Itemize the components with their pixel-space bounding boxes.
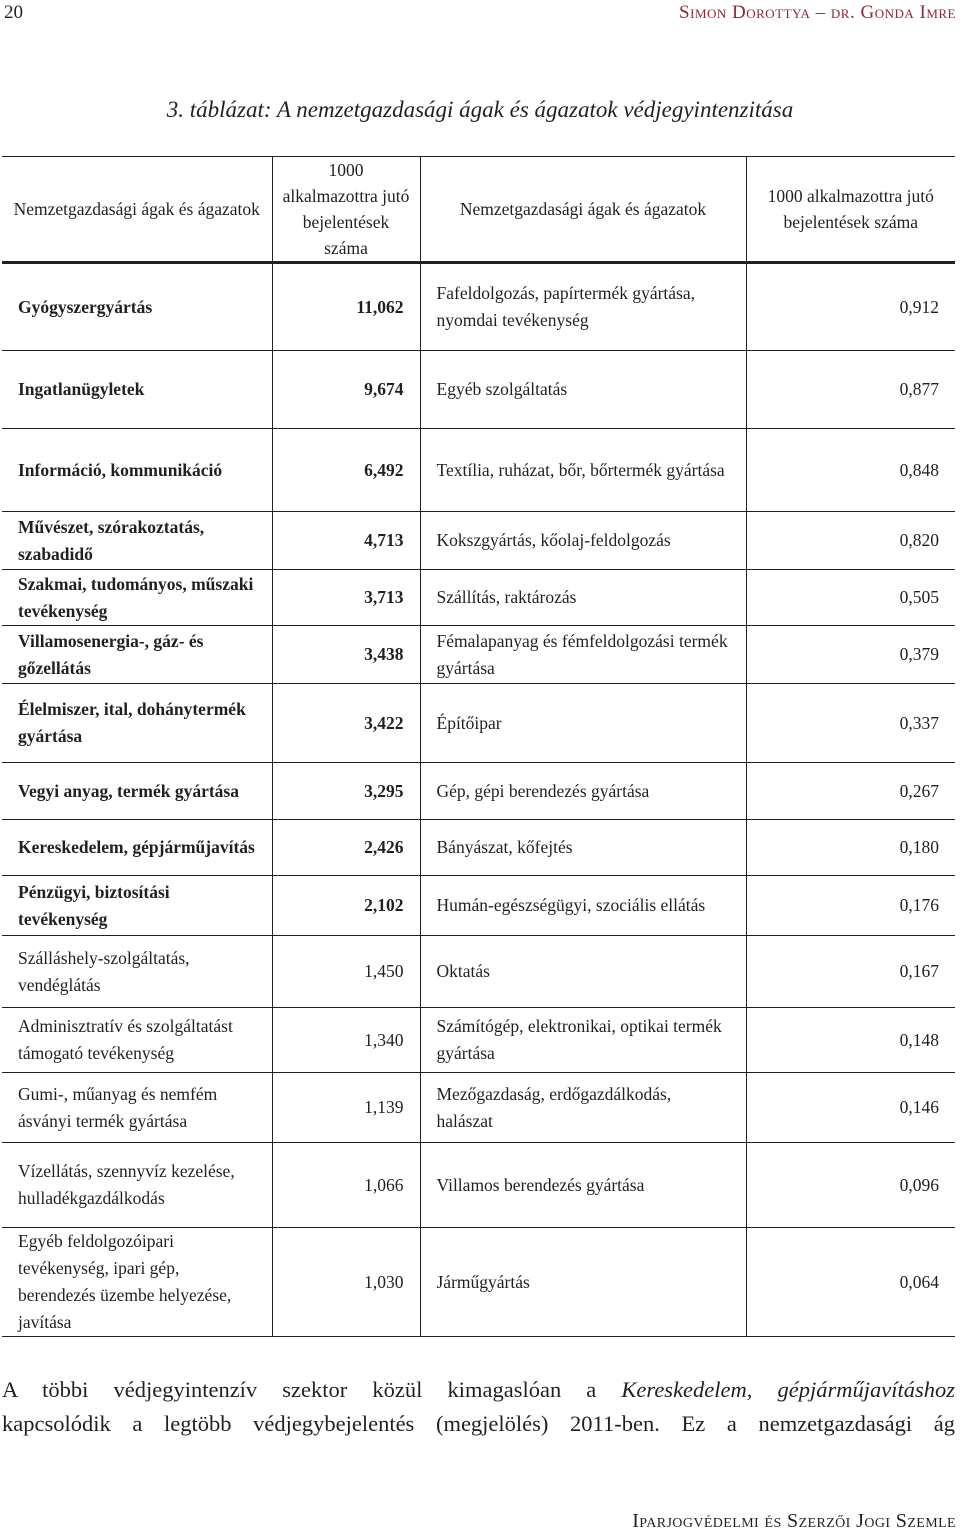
trademark-intensity-table [2,156,955,1337]
sector-value-right: 0,180 [746,820,955,876]
journal-footer: Iparjogvédelmi és Szerzői Jogi Szemle [632,1510,956,1532]
table-row [2,263,955,351]
sector-name-right: Járműgyártás [420,1228,746,1337]
table-row [2,876,955,936]
sector-value-right: 0,146 [746,1073,955,1143]
sector-value-right: 0,848 [746,429,955,512]
sector-value-left: 1,450 [272,936,420,1008]
sector-value-left: 3,438 [272,626,420,684]
sector-name-right: Textília, ruházat, bőr, bőrtermék gyártása [420,429,746,512]
sector-name-right: Humán-egészségügyi, szociális ellátás [420,876,746,936]
header-value-left: 1000 alkalmazottra jutó bejelentések száma [272,157,420,263]
sector-value-left: 1,066 [272,1143,420,1228]
table-caption: 3. táblázat: A nemzetgazdasági ágak és ágazatok védjegyintenzitása [166,97,794,122]
sector-name-left: Élelmiszer, ital, dohánytermék gyártása [2,684,272,763]
table-row [2,1228,955,1337]
sector-value-right: 0,912 [746,263,955,351]
body-text-part: A többi védjegyintenzív szektor közül kimagaslóan a [2,1377,622,1402]
sector-value-left: 4,713 [272,512,420,570]
sector-name-right: Gép, gépi berendezés gyártása [420,763,746,820]
sector-name-right: Számítógép, elektronikai, optikai termék gyártása [420,1008,746,1073]
page-number: 20 [4,2,23,23]
table-row [2,626,955,684]
sector-name-left: Vízellátás, szennyvíz kezelése, hulladékgazdálkodás [2,1143,272,1228]
body-paragraph [2,1373,955,1441]
table-row [2,351,955,429]
sector-value-left: 3,713 [272,570,420,626]
sector-value-right: 0,820 [746,512,955,570]
sector-value-left: 1,030 [272,1228,420,1337]
sector-value-right: 0,167 [746,936,955,1008]
sector-name-right: Fémalapanyag és fémfeldolgozási termék gyártása [420,626,746,684]
table-row [2,763,955,820]
body-text-part: kapcsolódik a legtöbb védjegybejelentés (megjelölés) 2011-ben. Ez a nemzetgazdasági ág [2,1411,955,1436]
sector-value-right: 0,267 [746,763,955,820]
sector-value-left: 1,340 [272,1008,420,1073]
sector-name-left: Információ, kommunikáció [2,429,272,512]
header-value-right: 1000 alkalmazottra jutó bejelentések száma [746,157,955,263]
sector-value-left: 2,102 [272,876,420,936]
sector-name-left: Kereskedelem, gépjárműjavítás [2,820,272,876]
table-row [2,684,955,763]
sector-value-right: 0,096 [746,1143,955,1228]
sector-value-right: 0,176 [746,876,955,936]
sector-name-right: Oktatás [420,936,746,1008]
sector-value-left: 9,674 [272,351,420,429]
table-header-row [2,157,955,263]
sector-name-left: Gumi-, műanyag és nemfém ásványi termék gyártása [2,1073,272,1143]
table-row [2,1008,955,1073]
sector-name-right: Kokszgyártás, kőolaj-feldolgozás [420,512,746,570]
table-row [2,512,955,570]
sector-value-right: 0,505 [746,570,955,626]
sector-value-left: 11,062 [272,263,420,351]
sector-name-left: Adminisztratív és szolgáltatást támogató tevékenység [2,1008,272,1073]
sector-name-left: Ingatlanügyletek [2,351,272,429]
sector-value-left: 2,426 [272,820,420,876]
header-sector-left: Nemzetgazdasági ágak és ágazatok [2,157,272,263]
sector-name-right: Bányászat, kőfejtés [420,820,746,876]
sector-value-right: 0,379 [746,626,955,684]
sector-name-left: Villamosenergia-, gáz- és gőzellátás [2,626,272,684]
table-row [2,1143,955,1228]
sector-name-left: Művészet, szórakoztatás, szabadidő [2,512,272,570]
body-text-emphasis: Kereskedelem, gépjárműjavításhoz [621,1377,955,1402]
sector-name-left: Szálláshely-szolgáltatás, vendéglátás [2,936,272,1008]
sector-value-right: 0,337 [746,684,955,763]
sector-name-right: Szállítás, raktározás [420,570,746,626]
table-row [2,820,955,876]
sector-value-right: 0,064 [746,1228,955,1337]
sector-value-left: 3,422 [272,684,420,763]
sector-name-right: Fafeldolgozás, papírtermék gyártása, nyomdai tevékenység [420,263,746,351]
sector-value-right: 0,148 [746,1008,955,1073]
sector-name-right: Építőipar [420,684,746,763]
table-row [2,429,955,512]
sector-name-left: Pénzügyi, biztosítási tevékenység [2,876,272,936]
sector-name-right: Villamos berendezés gyártása [420,1143,746,1228]
sector-name-left: Vegyi anyag, termék gyártása [2,763,272,820]
running-header: Simon Dorottya – dr. Gonda Imre [679,2,956,23]
sector-name-left: Egyéb feldolgozóipari tevékenység, ipari gép, berendezés üzembe helyezése, javítása [2,1228,272,1337]
header-sector-right: Nemzetgazdasági ágak és ágazatok [420,157,746,263]
sector-value-left: 3,295 [272,763,420,820]
sector-name-right: Mezőgazdaság, erdőgazdálkodás, halászat [420,1073,746,1143]
table-row [2,1073,955,1143]
sector-name-left: Gyógyszergyártás [2,263,272,351]
sector-value-right: 0,877 [746,351,955,429]
sector-value-left: 6,492 [272,429,420,512]
sector-name-left: Szakmai, tudományos, műszaki tevékenység [2,570,272,626]
table-row [2,936,955,1008]
table-row [2,570,955,626]
sector-value-left: 1,139 [272,1073,420,1143]
sector-name-right: Egyéb szolgáltatás [420,351,746,429]
